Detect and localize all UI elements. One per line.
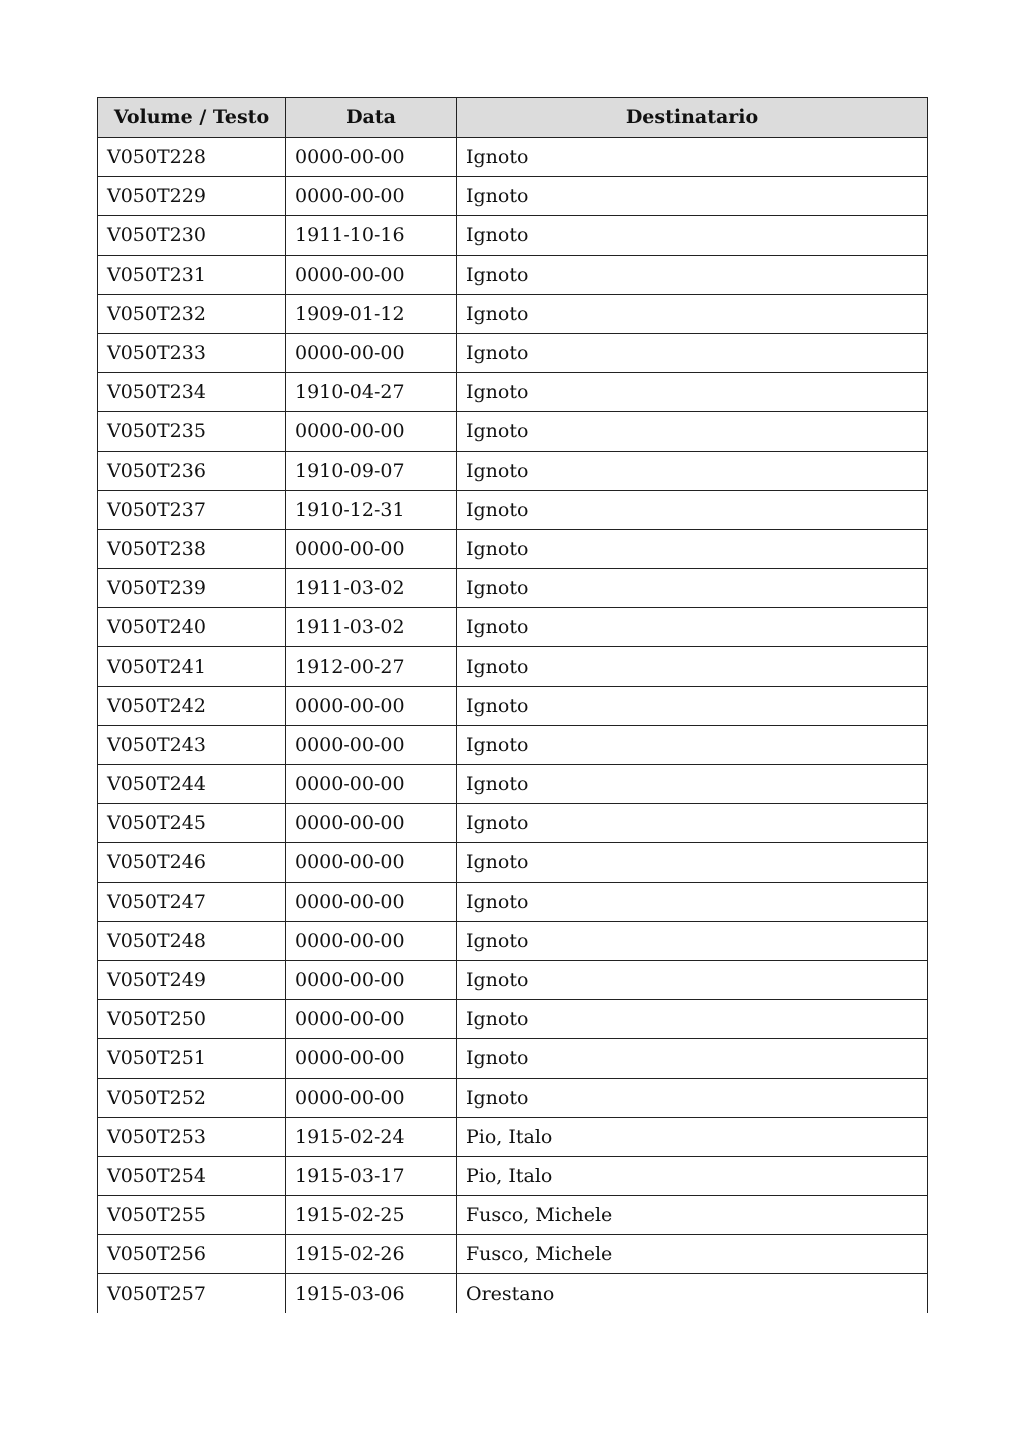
cell-data: 0000-00-00 — [286, 412, 457, 451]
table-row — [98, 294, 928, 333]
cell-destinatario: Pio, Italo — [457, 1156, 928, 1195]
table-row — [98, 882, 928, 921]
cell-data: 0000-00-00 — [286, 529, 457, 568]
cell-destinatario: Pio, Italo — [457, 1117, 928, 1156]
cell-volume-testo: V050T243 — [98, 725, 286, 764]
cell-destinatario: Ignoto — [457, 1078, 928, 1117]
cell-data: 0000-00-00 — [286, 843, 457, 882]
table-row — [98, 1156, 928, 1195]
cell-data: 1911-03-02 — [286, 608, 457, 647]
table-row — [98, 647, 928, 686]
cell-volume-testo: V050T253 — [98, 1117, 286, 1156]
cell-destinatario: Ignoto — [457, 177, 928, 216]
cell-destinatario: Fusco, Michele — [457, 1196, 928, 1235]
cell-data: 1915-03-17 — [286, 1156, 457, 1195]
cell-data: 0000-00-00 — [286, 255, 457, 294]
cell-volume-testo: V050T245 — [98, 804, 286, 843]
cell-volume-testo: V050T252 — [98, 1078, 286, 1117]
cell-data: 0000-00-00 — [286, 882, 457, 921]
cell-volume-testo: V050T255 — [98, 1196, 286, 1235]
cell-volume-testo: V050T240 — [98, 608, 286, 647]
cell-data: 1911-10-16 — [286, 216, 457, 255]
cell-destinatario: Ignoto — [457, 255, 928, 294]
cell-volume-testo: V050T233 — [98, 333, 286, 372]
cell-data: 1915-02-24 — [286, 1117, 457, 1156]
cell-data: 1910-04-27 — [286, 373, 457, 412]
cell-volume-testo: V050T256 — [98, 1235, 286, 1274]
header-destinatario: Destinatario — [457, 98, 928, 138]
cell-data: 0000-00-00 — [286, 686, 457, 725]
cell-data: 1911-03-02 — [286, 569, 457, 608]
cell-destinatario: Ignoto — [457, 608, 928, 647]
cell-destinatario: Ignoto — [457, 960, 928, 999]
table-row — [98, 412, 928, 451]
table-row — [98, 1039, 928, 1078]
cell-destinatario: Ignoto — [457, 490, 928, 529]
cell-volume-testo: V050T250 — [98, 1000, 286, 1039]
table-row — [98, 177, 928, 216]
cell-volume-testo: V050T247 — [98, 882, 286, 921]
cell-data: 0000-00-00 — [286, 1078, 457, 1117]
cell-destinatario: Fusco, Michele — [457, 1235, 928, 1274]
cell-data: 1910-09-07 — [286, 451, 457, 490]
cell-volume-testo: V050T234 — [98, 373, 286, 412]
cell-volume-testo: V050T241 — [98, 647, 286, 686]
cell-destinatario: Ignoto — [457, 569, 928, 608]
cell-data: 1910-12-31 — [286, 490, 457, 529]
cell-destinatario: Ignoto — [457, 294, 928, 333]
table-row — [98, 569, 928, 608]
cell-data: 0000-00-00 — [286, 921, 457, 960]
cell-destinatario: Ignoto — [457, 216, 928, 255]
table-row — [98, 765, 928, 804]
cell-data: 1915-02-26 — [286, 1235, 457, 1274]
table-row — [98, 1117, 928, 1156]
cell-data: 0000-00-00 — [286, 138, 457, 177]
cell-volume-testo: V050T254 — [98, 1156, 286, 1195]
cell-destinatario: Ignoto — [457, 765, 928, 804]
cell-volume-testo: V050T257 — [98, 1274, 286, 1313]
cell-data: 0000-00-00 — [286, 333, 457, 372]
cell-destinatario: Ignoto — [457, 686, 928, 725]
table-row — [98, 804, 928, 843]
cell-destinatario: Ignoto — [457, 373, 928, 412]
cell-volume-testo: V050T249 — [98, 960, 286, 999]
header-row — [98, 98, 928, 138]
cell-destinatario: Ignoto — [457, 882, 928, 921]
cell-destinatario: Ignoto — [457, 529, 928, 568]
cell-data: 0000-00-00 — [286, 1000, 457, 1039]
cell-destinatario: Ignoto — [457, 647, 928, 686]
cell-data: 1915-03-06 — [286, 1274, 457, 1313]
cell-data: 0000-00-00 — [286, 725, 457, 764]
cell-volume-testo: V050T237 — [98, 490, 286, 529]
cell-volume-testo: V050T248 — [98, 921, 286, 960]
cell-destinatario: Ignoto — [457, 1039, 928, 1078]
table-row — [98, 451, 928, 490]
cell-volume-testo: V050T238 — [98, 529, 286, 568]
table-row — [98, 608, 928, 647]
table-row — [98, 725, 928, 764]
cell-data: 0000-00-00 — [286, 804, 457, 843]
cell-destinatario: Ignoto — [457, 1000, 928, 1039]
table-row — [98, 255, 928, 294]
cell-destinatario: Ignoto — [457, 804, 928, 843]
table-row — [98, 686, 928, 725]
cell-volume-testo: V050T235 — [98, 412, 286, 451]
cell-volume-testo: V050T242 — [98, 686, 286, 725]
header-data: Data — [286, 98, 457, 138]
cell-destinatario: Ignoto — [457, 843, 928, 882]
cell-volume-testo: V050T246 — [98, 843, 286, 882]
cell-volume-testo: V050T231 — [98, 255, 286, 294]
cell-data: 1915-02-25 — [286, 1196, 457, 1235]
cell-volume-testo: V050T229 — [98, 177, 286, 216]
cell-volume-testo: V050T236 — [98, 451, 286, 490]
table-row — [98, 138, 928, 177]
table-row — [98, 1235, 928, 1274]
cell-volume-testo: V050T232 — [98, 294, 286, 333]
table-row — [98, 490, 928, 529]
table-row — [98, 216, 928, 255]
cell-volume-testo: V050T239 — [98, 569, 286, 608]
table-row — [98, 1274, 928, 1313]
cell-destinatario: Ignoto — [457, 333, 928, 372]
table-row — [98, 843, 928, 882]
cell-volume-testo: V050T251 — [98, 1039, 286, 1078]
table-row — [98, 921, 928, 960]
cell-data: 0000-00-00 — [286, 960, 457, 999]
table-row — [98, 960, 928, 999]
cell-destinatario: Ignoto — [457, 451, 928, 490]
cell-destinatario: Ignoto — [457, 412, 928, 451]
cell-destinatario: Ignoto — [457, 921, 928, 960]
cell-data: 0000-00-00 — [286, 177, 457, 216]
table-row — [98, 1196, 928, 1235]
table-row — [98, 1078, 928, 1117]
cell-data: 1912-00-27 — [286, 647, 457, 686]
table-row — [98, 529, 928, 568]
table-body — [98, 138, 928, 1314]
table-header — [98, 98, 928, 138]
cell-volume-testo: V050T244 — [98, 765, 286, 804]
cell-volume-testo: V050T230 — [98, 216, 286, 255]
table-row — [98, 333, 928, 372]
cell-destinatario: Ignoto — [457, 138, 928, 177]
cell-data: 1909-01-12 — [286, 294, 457, 333]
cell-volume-testo: V050T228 — [98, 138, 286, 177]
table-row — [98, 373, 928, 412]
cell-data: 0000-00-00 — [286, 765, 457, 804]
letters-table — [97, 97, 928, 1313]
table-row — [98, 1000, 928, 1039]
cell-destinatario: Orestano — [457, 1274, 928, 1313]
cell-data: 0000-00-00 — [286, 1039, 457, 1078]
header-volume-testo: Volume / Testo — [98, 98, 286, 138]
cell-destinatario: Ignoto — [457, 725, 928, 764]
